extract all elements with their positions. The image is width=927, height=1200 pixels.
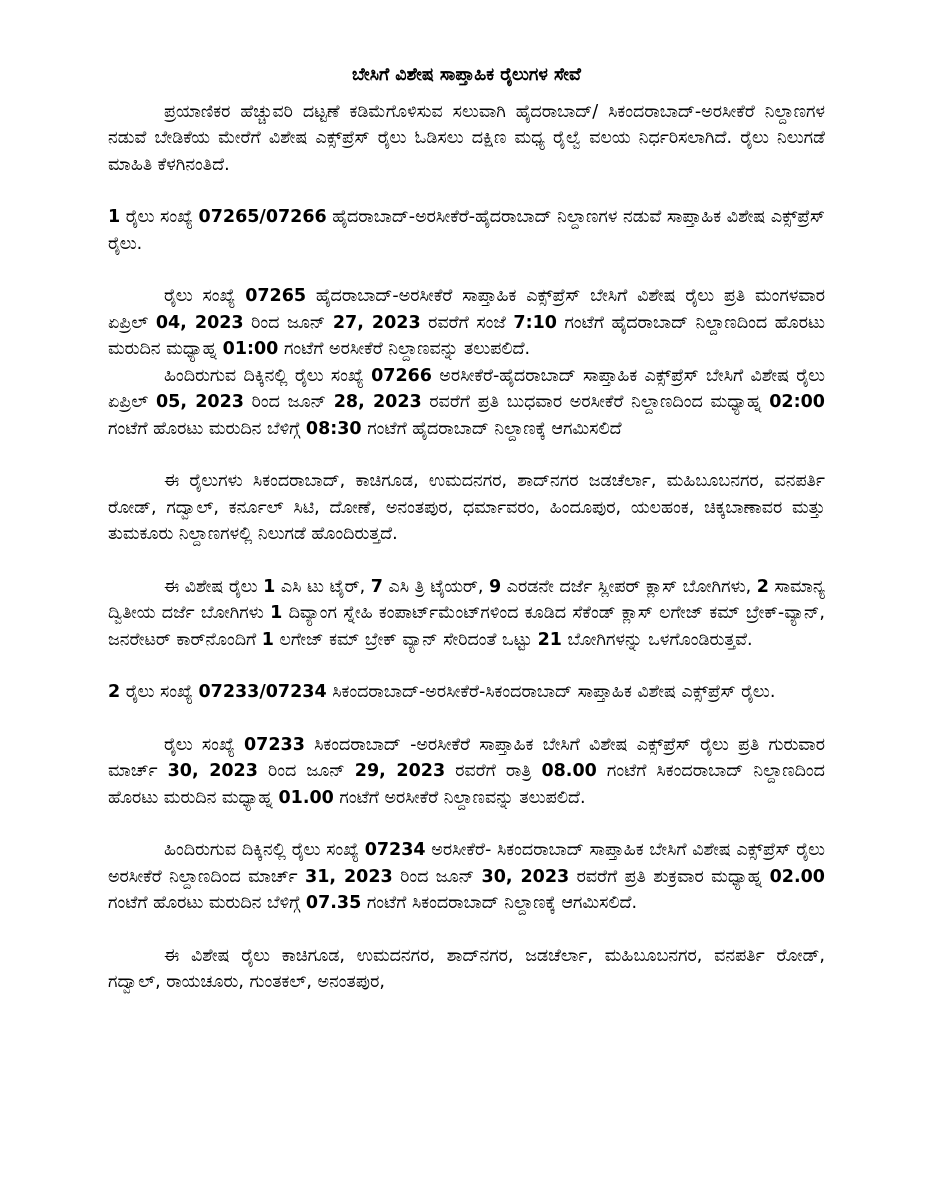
section1-stops-paragraph: ಈ ರೈಲುಗಳು ಸಿಕಂದರಾಬಾದ್, ಕಾಚಿಗೂಡ, ಉಮದನಗರ, ಶಾದ್‌ನಗರ ಜಡಚೆರ್ಲಾ, ಮಹಿಬೂಬನಗರ, ವನಪರ್ತಿ ರೋಡ್, ಗದ್ವಾಲ್, ಕರ್ನೂಲ್ ಸಿಟಿ, ದೋಣೆ, ಅನಂತಪುರ, ಧರ್ಮಾವರಂ, ಹಿಂದೂಪುರ, ಯಲಹಂಕ, ಚಿಕ್ಕಬಾಣಾವರ ಮತ್ತು ತುಮಕೂರು ನಿಲ್ದಾಣಗಳಲ್ಲಿ ನಿಲುಗಡೆ ಹೊಂದಿರುತ್ತದೆ. <box>108 471 825 544</box>
text-run: ರವರೆಗೆ ಸಂಜೆ <box>420 312 514 333</box>
text-run: ಲಗೇಜ್ ಕಮ್ ಬ್ರೇಕ್ ವ್ಯಾನ್ ಸೇರಿದಂತೆ ಒಟ್ಟು <box>273 629 538 650</box>
arrival-time: 01.00 <box>278 787 334 808</box>
section2-number: 2 <box>108 682 121 702</box>
departure-time: 02.00 <box>769 866 825 887</box>
text-run: ರವರೆಗೆ ಪ್ರತಿ ಶುಕ್ರವಾರ ಮಧ್ಯಾಹ್ನ <box>569 866 770 887</box>
coach-count: 1 <box>263 576 276 597</box>
train-number: 07233 <box>244 734 305 755</box>
arrival-time: 07.35 <box>305 893 362 913</box>
coach-count: 7 <box>370 576 383 597</box>
coach-count: 1 <box>270 603 283 623</box>
arrival-time: 08:30 <box>305 418 362 439</box>
section1-coaches-paragraph <box>108 574 825 654</box>
end-date: 30, 2023 <box>481 866 570 887</box>
section2-stops-paragraph: ಈ ವಿಶೇಷ ರೈಲು ಕಾಚಿಗೂಡ, ಉಮದನಗರ, ಶಾದ್‌ನಗರ, ಜಡಚೆರ್ಲಾ, ಮಹಿಬೂಬನಗರ, ವನಪರ್ತಿ ರೋಡ್, ಗದ್ವಾಲ್, ರಾಯಚೂರು, ಗುಂತಕಲ್, ಅನಂತಪುರ, <box>108 945 825 992</box>
end-date: 29, 2023 <box>354 761 446 781</box>
text-run: ಸಾಮಾನ್ಯ ದ್ವಿತೀಯ ದರ್ಜೆ ಬೋಗಿಗಳು <box>108 576 825 623</box>
start-date: 05, 2023 <box>156 392 244 412</box>
text-run: ರೈಲು ಸಂಖ್ಯೆ <box>164 286 246 306</box>
section2-return-paragraph <box>108 837 825 917</box>
section1-heading <box>108 204 825 257</box>
text-run: ರವರೆಗೆ ರಾತ್ರಿ <box>445 761 542 781</box>
section2-outbound-paragraph <box>108 732 825 812</box>
text-run: ಈ ವಿಶೇಷ ರೈಲು <box>164 576 264 597</box>
text-run: ಗಂಟೆಗೆ ಹೊರಟು ಮರುದಿನ ಬೆಳಿಗ್ಗೆ <box>108 418 306 439</box>
section1-train-numbers: 07265/07266 <box>198 207 327 227</box>
intro-paragraph: ಪ್ರಯಾಣಿಕರ ಹೆಚ್ಚುವರಿ ದಟ್ಟಣೆ ಕಡಿಮೆಗೊಳಿಸುವ ಸಲುವಾಗಿ ಹೈದರಾಬಾದ್/ ಸಿಕಂದರಾಬಾದ್-ಅರಸೀಕೆರೆ ನಿಲ್ದಾಣಗಳ ನಡುವೆ ಬೇಡಿಕೆಯ ಮೇರೆಗೆ ವಿಶೇಷ ಎಕ್ಸ್‌ಪ್ರೆಸ್ ರೈಲು ಓಡಿಸಲು ದಕ್ಷಿಣ ಮಧ್ಯ ರೈಲ್ವೆ ವಲಯ ನಿರ್ಧರಿಸಲಾಗಿದೆ. ರೈಲು ನಿಲುಗಡೆ ಮಾಹಿತಿ ಕೆಳಗಿನಂತಿದೆ. <box>108 101 825 175</box>
train-number: 07234 <box>364 840 426 860</box>
train-number: 07265 <box>245 286 307 306</box>
text-run: ಎಸಿ ಟು ಟೈರ್, <box>275 576 371 597</box>
section2-heading-prefix: ರೈಲು ಸಂಖ್ಯೆ <box>120 682 199 702</box>
text-run: ರವರೆಗೆ ಪ್ರತಿ ಬುಧವಾರ ಅರಸೀಕೆರೆ ನಿಲ್ದಾಣದಿಂದ ಮಧ್ಯಾಹ್ನ <box>421 392 770 412</box>
section1-heading-prefix: ರೈಲು ಸಂಖ್ಯೆ <box>120 207 199 227</box>
start-date: 30, 2023 <box>167 761 258 781</box>
departure-time: 7:10 <box>513 312 557 333</box>
text-run: ಗಂಟೆಗೆ ಹೈದರಾಬಾದ್ ನಿಲ್ದಾಣಕ್ಕೆ ಆಗಮಿಸಲಿದೆ <box>361 418 622 439</box>
text-run: ಗಂಟೆಗೆ ಹೈದರಾಬಾದ್ ನಿಲ್ದಾಣದಿಂದ ಹೊರಟು ಮರುದಿನ ಮಧ್ಯಾಹ್ನ <box>108 312 825 359</box>
train-number: 07266 <box>371 365 432 386</box>
section2-heading <box>108 679 825 706</box>
section1-number: 1 <box>108 207 121 227</box>
departure-time: 02:00 <box>769 392 825 412</box>
text-run: ಎಸಿ ತ್ರಿ ಟೈಯರ್, <box>382 576 489 597</box>
end-date: 27, 2023 <box>332 312 421 333</box>
section1-outbound-paragraph <box>108 283 825 363</box>
start-date: 31, 2023 <box>305 866 393 887</box>
total-coach-count: 21 <box>537 629 562 650</box>
departure-time: 08.00 <box>541 761 597 781</box>
coach-count: 9 <box>489 576 502 597</box>
arrival-time: 01:00 <box>222 339 279 359</box>
text-run: ರಿಂದ ಜೂನ್ <box>392 866 482 887</box>
text-run: ರಿಂದ ಜೂನ್ <box>243 312 333 333</box>
text-run: ಗಂಟೆಗೆ ಸಿಕಂದರಾಬಾದ್ ನಿಲ್ದಾಣದಿಂದ ಹೊರಟು ಮರುದಿನ ಮಧ್ಯಾಹ್ನ <box>108 761 825 808</box>
text-run: ರಿಂದ ಜೂನ್ <box>257 761 355 781</box>
text-run: ರಿಂದ ಜೂನ್ <box>243 392 334 412</box>
text-run: ಹಿಂದಿರುಗುವ ದಿಕ್ಕಿನಲ್ಲಿ ರೈಲು ಸಂಖ್ಯೆ <box>164 365 372 386</box>
text-run: ಅರಸೀಕೆರೆ-ಹೈದರಾಬಾದ್ ಸಾಪ್ತಾಹಿಕ ಎಕ್ಸ್‌ಪ್ರೆಸ್ ಬೇಸಿಗೆ ವಿಶೇಷ ರೈಲು ಏಪ್ರಿಲ್ <box>108 365 825 412</box>
text-run: ಹಿಂದಿರುಗುವ ದಿಕ್ಕಿನಲ್ಲಿ ರೈಲು ಸಂಖ್ಯೆ <box>164 840 365 860</box>
document-title: ಬೇಸಿಗೆ ವಿಶೇಷ ಸಾಪ್ತಾಹಿಕ ರೈಲುಗಳ ಸೇವೆ <box>352 65 581 85</box>
section2-heading-text: ಸಿಕಂದರಾಬಾದ್-ಅರಸೀಕೆರೆ-ಸಿಕಂದರಾಬಾದ್ ಸಾಪ್ತಾಹಿಕ ವಿಶೇಷ ಎಕ್ಸ್‌ಪ್ರೆಸ್ ರೈಲು. <box>326 682 776 702</box>
coach-count: 2 <box>756 576 769 597</box>
text-run: ಹೈದರಾಬಾದ್-ಅರಸೀಕೆರೆ ಸಾಪ್ತಾಹಿಕ ಎಕ್ಸ್‌ಪ್ರೆಸ್ ಬೇಸಿಗೆ ವಿಶೇಷ ರೈಲು ಪ್ರತಿ ಮಂಗಳವಾರ ಏಪ್ರಿಲ್ <box>108 286 825 333</box>
text-run: ಗಂಟೆಗೆ ಅರಸೀಕೆರೆ ನಿಲ್ದಾಣವನ್ನು ತಲುಪಲಿದೆ. <box>278 339 531 359</box>
text-run: ಗಂಟೆಗೆ ಸಿಕಂದರಾಬಾದ್ ನಿಲ್ದಾಣಕ್ಕೆ ಆಗಮಿಸಲಿದೆ. <box>361 893 638 913</box>
text-run: ಎರಡನೇ ದರ್ಜೆ ಸ್ಲೀಪರ್ ಕ್ಲಾಸ್ ಬೋಗಿಗಳು, <box>501 576 757 597</box>
text-run: ರೈಲು ಸಂಖ್ಯೆ <box>164 734 244 755</box>
text-run: ಅರಸೀಕೆರೆ- ಸಿಕಂದರಾಬಾದ್ ಸಾಪ್ತಾಹಿಕ ಬೇಸಿಗೆ ವಿಶೇಷ ಎಕ್ಸ್‌ಪ್ರೆಸ್ ರೈಲು ಅರಸೀಕೆರೆ ನಿಲ್ದಾಣದಿಂದ ಮಾರ್ಚ್ <box>108 840 825 887</box>
end-date: 28, 2023 <box>333 392 422 412</box>
text-run: ಸಿಕಂದರಾಬಾದ್ -ಅರಸೀಕೆರೆ ಸಾಪ್ತಾಹಿಕ ಬೇಸಿಗೆ ವಿಶೇಷ ಎಕ್ಸ್‌ಪ್ರೆಸ್ ರೈಲು ಪ್ರತಿ ಗುರುವಾರ ಮಾರ್ಚ್ <box>108 734 825 781</box>
coach-count: 1 <box>261 629 274 650</box>
start-date: 04, 2023 <box>155 312 244 333</box>
section1-return-paragraph <box>108 363 825 443</box>
text-run: ಗಂಟೆಗೆ ಅರಸೀಕೆರೆ ನಿಲ್ದಾಣವನ್ನು ತಲುಪಲಿದೆ. <box>333 787 586 808</box>
text-run: ದಿವ್ಯಾಂಗ ಸ್ನೇಹಿ ಕಂಪಾರ್ಟ್‌ಮೆಂಟ್‌ಗಳಿಂದ ಕೂಡಿದ ಸೆಕೆಂಡ್ ಕ್ಲಾಸ್ ಲಗೇಜ್ ಕಮ್ ಬ್ರೇಕ್-ವ್ಯಾನ್, ಜನರೇಟರ್ ಕಾರ್‌ನೊಂದಿಗೆ <box>108 603 825 650</box>
section1-heading-text: ಹೈದರಾಬಾದ್-ಅರಸೀಕೆರೆ-ಹೈದರಾಬಾದ್ ನಿಲ್ದಾಣಗಳ ನಡುವೆ ಸಾಪ್ತಾಹಿಕ ವಿಶೇಷ ಎಕ್ಸ್‌ಪ್ರೆಸ್ ರೈಲು. <box>108 207 825 254</box>
section2-train-numbers: 07233/07234 <box>198 682 327 702</box>
text-run: ಬೋಗಿಗಳನ್ನು ಒಳಗೊಂಡಿರುತ್ತವೆ. <box>561 629 753 650</box>
text-run: ಗಂಟೆಗೆ ಹೊರಟು ಮರುದಿನ ಬೆಳಿಗ್ಗೆ <box>108 893 306 913</box>
